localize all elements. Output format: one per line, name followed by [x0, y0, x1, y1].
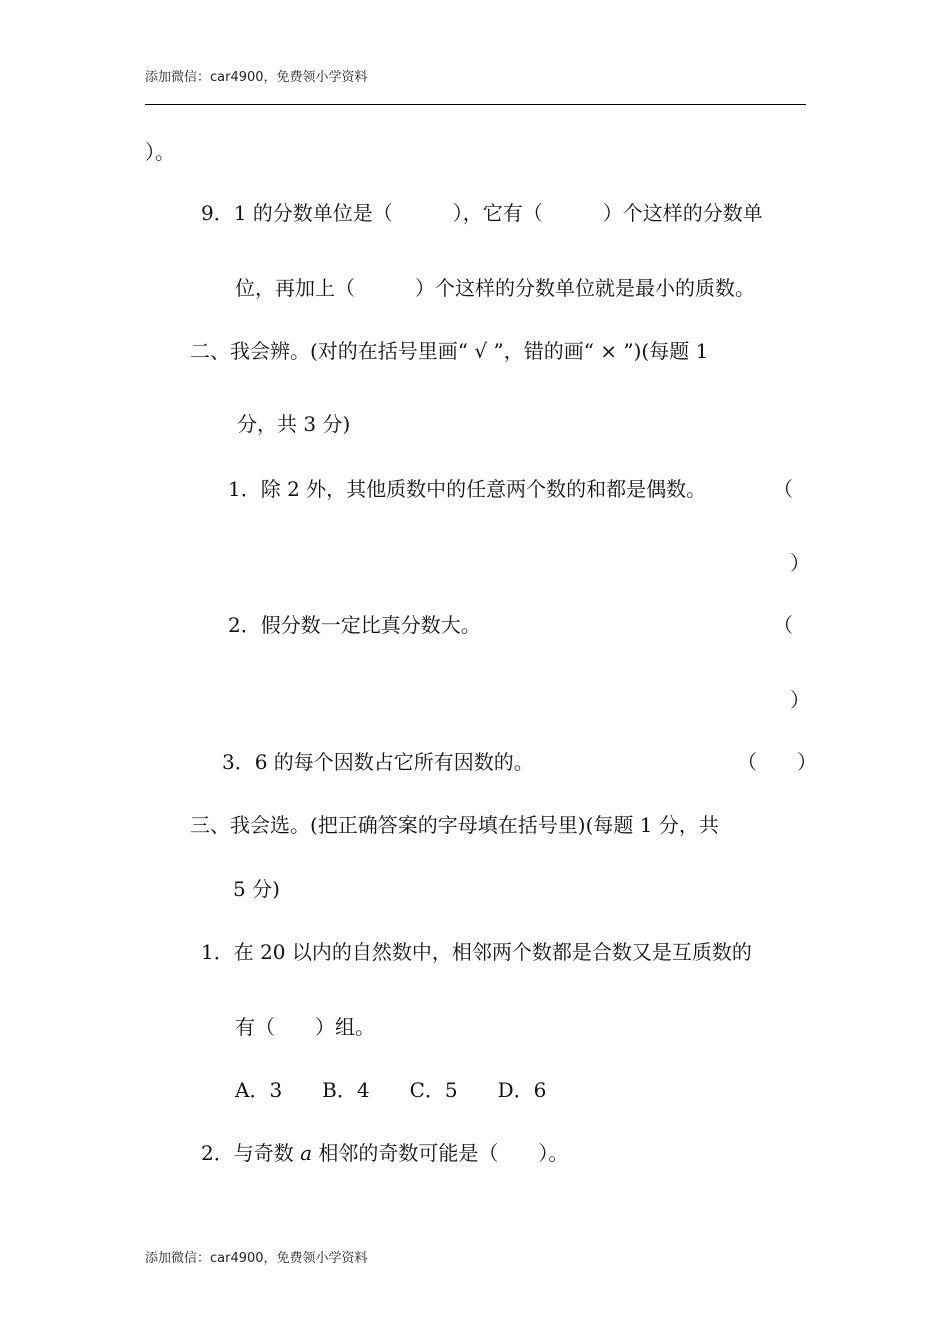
choice-1-line-1: 1．在 20 以内的自然数中，相邻两个数都是合数又是互质数的: [201, 940, 752, 964]
choice-1-options: [235, 1078, 546, 1102]
judge-3-text: 3．6 的每个因数占它所有因数的。: [222, 750, 534, 774]
choice-2-prefix: 2．与奇数: [201, 1141, 301, 1165]
judge-1-text: 1．除 2 外，其他质数中的任意两个数的和都是偶数。: [228, 477, 707, 501]
choice-2-variable: a: [300, 1141, 313, 1165]
q9-line-1: 9．1 的分数单位是（ ），它有（ ）个这样的分数单: [201, 201, 763, 225]
choice-1-option-a: A．3: [235, 1078, 283, 1102]
judge-1-close-bracket: ）: [790, 551, 810, 575]
choice-1-option-d: D．6: [497, 1078, 547, 1102]
page-header-text: 添加微信：car4900，免费领小学资料: [145, 70, 368, 85]
continuation-text: ）。: [145, 140, 175, 164]
section3-heading-line-1: 三、我会选。(把正确答案的字母填在括号里)(每题 1 分，共: [190, 813, 719, 837]
section3-heading-line-2: 5 分): [233, 877, 280, 901]
choice-1-line-2: 有（ ）组。: [235, 1015, 375, 1039]
section2-heading-line-1: 二、我会辨。(对的在括号里画“ √ ”，错的画“ × ”)(每题 1: [190, 339, 709, 363]
judge-2-text: 2．假分数一定比真分数大。: [228, 613, 481, 637]
choice-1-option-c: C．5: [409, 1078, 458, 1102]
section2-heading-line-2: 分，共 3 分): [237, 412, 351, 436]
judge-2-close-bracket: ）: [790, 688, 810, 712]
choice-1-option-b: B．4: [322, 1078, 370, 1102]
judge-1-open-bracket: （: [773, 477, 793, 501]
q9-line-2: 位，再加上（ ）个这样的分数单位就是最小的质数。: [235, 276, 755, 300]
choice-2-suffix: 相邻的奇数可能是（ ）。: [312, 1141, 569, 1165]
page-footer-text: 添加微信：car4900，免费领小学资料: [145, 1251, 368, 1266]
header-divider: [145, 104, 806, 105]
judge-2-open-bracket: （: [773, 613, 793, 637]
choice-2-text: [201, 1141, 568, 1165]
judge-3-bracket: （ ）: [737, 750, 817, 774]
